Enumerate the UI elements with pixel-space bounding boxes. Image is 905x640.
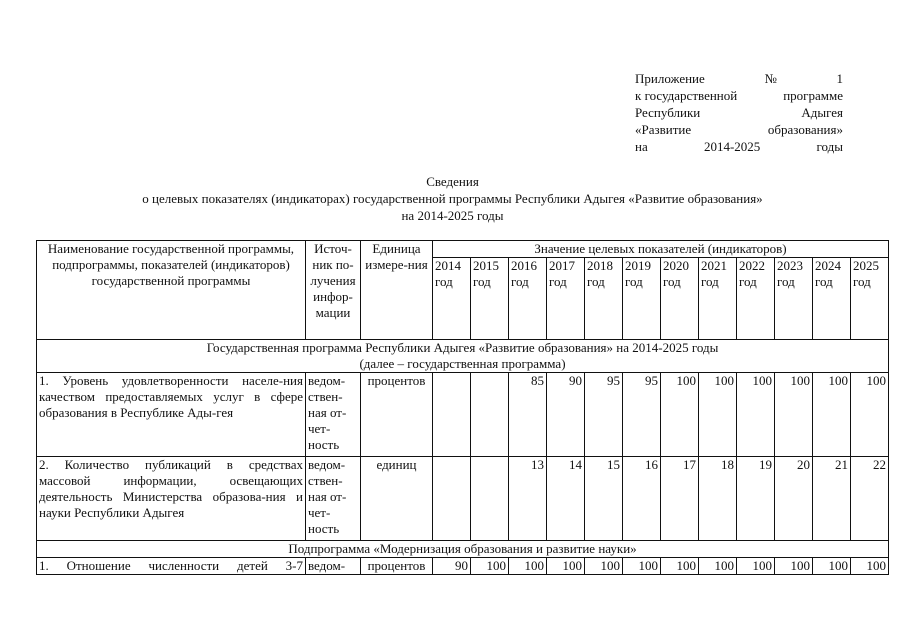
indicator-value: 17 (661, 457, 699, 541)
indicator-value: 100 (699, 558, 737, 575)
appendix-line-5: на 2014-2025 годы (635, 139, 843, 154)
header-year: 2014 год (433, 258, 471, 340)
indicator-value: 95 (623, 373, 661, 457)
table-row (37, 373, 889, 457)
indicator-value: 22 (851, 457, 889, 541)
appendix-line-4: «Развитие образования» (635, 122, 843, 137)
header-year: 2016 год (509, 258, 547, 340)
indicator-value: 100 (509, 558, 547, 575)
section-row-subprogram (37, 541, 889, 558)
indicator-value: 15 (585, 457, 623, 541)
indicator-value: 19 (737, 457, 775, 541)
indicator-value (471, 373, 509, 457)
indicator-value: 13 (509, 457, 547, 541)
title-line-1: Сведения (426, 174, 479, 189)
indicator-value: 100 (471, 558, 509, 575)
header-name: Наименование государственной программы, подпрограммы, показателей (индикаторов) государственной программы (37, 241, 306, 340)
document-title (0, 173, 905, 224)
indicator-value: 100 (851, 373, 889, 457)
indicator-name: 2. Количество публикаций в средствах массовой информации, освещающих деятельность Министерства образова-ния и науки Республики Адыгея (37, 457, 306, 541)
section-row-program (37, 340, 889, 373)
indicator-value: 100 (585, 558, 623, 575)
indicator-value (433, 457, 471, 541)
header-year: 2024 год (813, 258, 851, 340)
indicator-value: 90 (433, 558, 471, 575)
indicator-unit: процентов (361, 373, 433, 457)
header-year: 2020 год (661, 258, 699, 340)
indicator-value: 18 (699, 457, 737, 541)
header-unit: Единица измере-ния (361, 241, 433, 340)
appendix-line-3: Республики Адыгея (635, 105, 843, 120)
indicator-value: 100 (661, 558, 699, 575)
indicator-value: 100 (813, 558, 851, 575)
indicator-value (433, 373, 471, 457)
header-year: 2025 год (851, 258, 889, 340)
indicator-value: 100 (547, 558, 585, 575)
appendix-line-1: Приложение № 1 (635, 71, 843, 86)
indicator-source: ведом- (306, 558, 361, 575)
header-values-group: Значение целевых показателей (индикаторов) (433, 241, 889, 258)
indicator-value: 14 (547, 457, 585, 541)
header-year: 2023 год (775, 258, 813, 340)
indicator-value: 100 (775, 558, 813, 575)
indicator-value: 100 (661, 373, 699, 457)
indicator-source: ведом-ствен-ная от-чет-ность (306, 457, 361, 541)
indicator-value: 100 (737, 558, 775, 575)
title-line-2: о целевых показателях (индикаторах) государственной программы Республики Адыгея «Развитие образования» (142, 191, 763, 206)
indicator-value: 100 (775, 373, 813, 457)
header-year: 2021 год (699, 258, 737, 340)
header-year: 2022 год (737, 258, 775, 340)
indicator-unit: процентов (361, 558, 433, 575)
indicator-value: 90 (547, 373, 585, 457)
indicator-value: 20 (775, 457, 813, 541)
indicator-value (471, 457, 509, 541)
header-year: 2015 год (471, 258, 509, 340)
indicator-value: 100 (813, 373, 851, 457)
table-row (37, 558, 889, 575)
indicator-value: 85 (509, 373, 547, 457)
indicator-value: 16 (623, 457, 661, 541)
indicators-table (36, 240, 889, 575)
indicator-value: 100 (737, 373, 775, 457)
header-source: Источ-ник по-лучения инфор-мации (306, 241, 361, 340)
section-program-title: Государственная программа Республики Адыгея «Развитие образования» на 2014-2025 годы (далее – государственная программа) (37, 340, 889, 373)
indicator-value: 100 (851, 558, 889, 575)
appendix-line-2: к государственной программе (635, 88, 843, 103)
indicator-name: 1. Уровень удовлетворенности населе-ния качеством предоставляемых услуг в сфере образования в Республике Ады-гея (37, 373, 306, 457)
indicator-value: 100 (699, 373, 737, 457)
indicator-value: 21 (813, 457, 851, 541)
header-year: 2019 год (623, 258, 661, 340)
indicator-source: ведом-ствен-ная от-чет-ность (306, 373, 361, 457)
title-line-3: на 2014-2025 годы (401, 208, 504, 223)
indicator-value: 95 (585, 373, 623, 457)
header-year: 2018 год (585, 258, 623, 340)
table-row (37, 457, 889, 541)
indicator-unit: единиц (361, 457, 433, 541)
indicator-name: 1. Отношение численности детей 3-7 (37, 558, 306, 575)
header-row-1 (37, 241, 889, 258)
header-year: 2017 год (547, 258, 585, 340)
indicator-value: 100 (623, 558, 661, 575)
appendix-block (635, 70, 843, 155)
section-subprogram-title: Подпрограмма «Модернизация образования и развитие науки» (37, 541, 889, 558)
